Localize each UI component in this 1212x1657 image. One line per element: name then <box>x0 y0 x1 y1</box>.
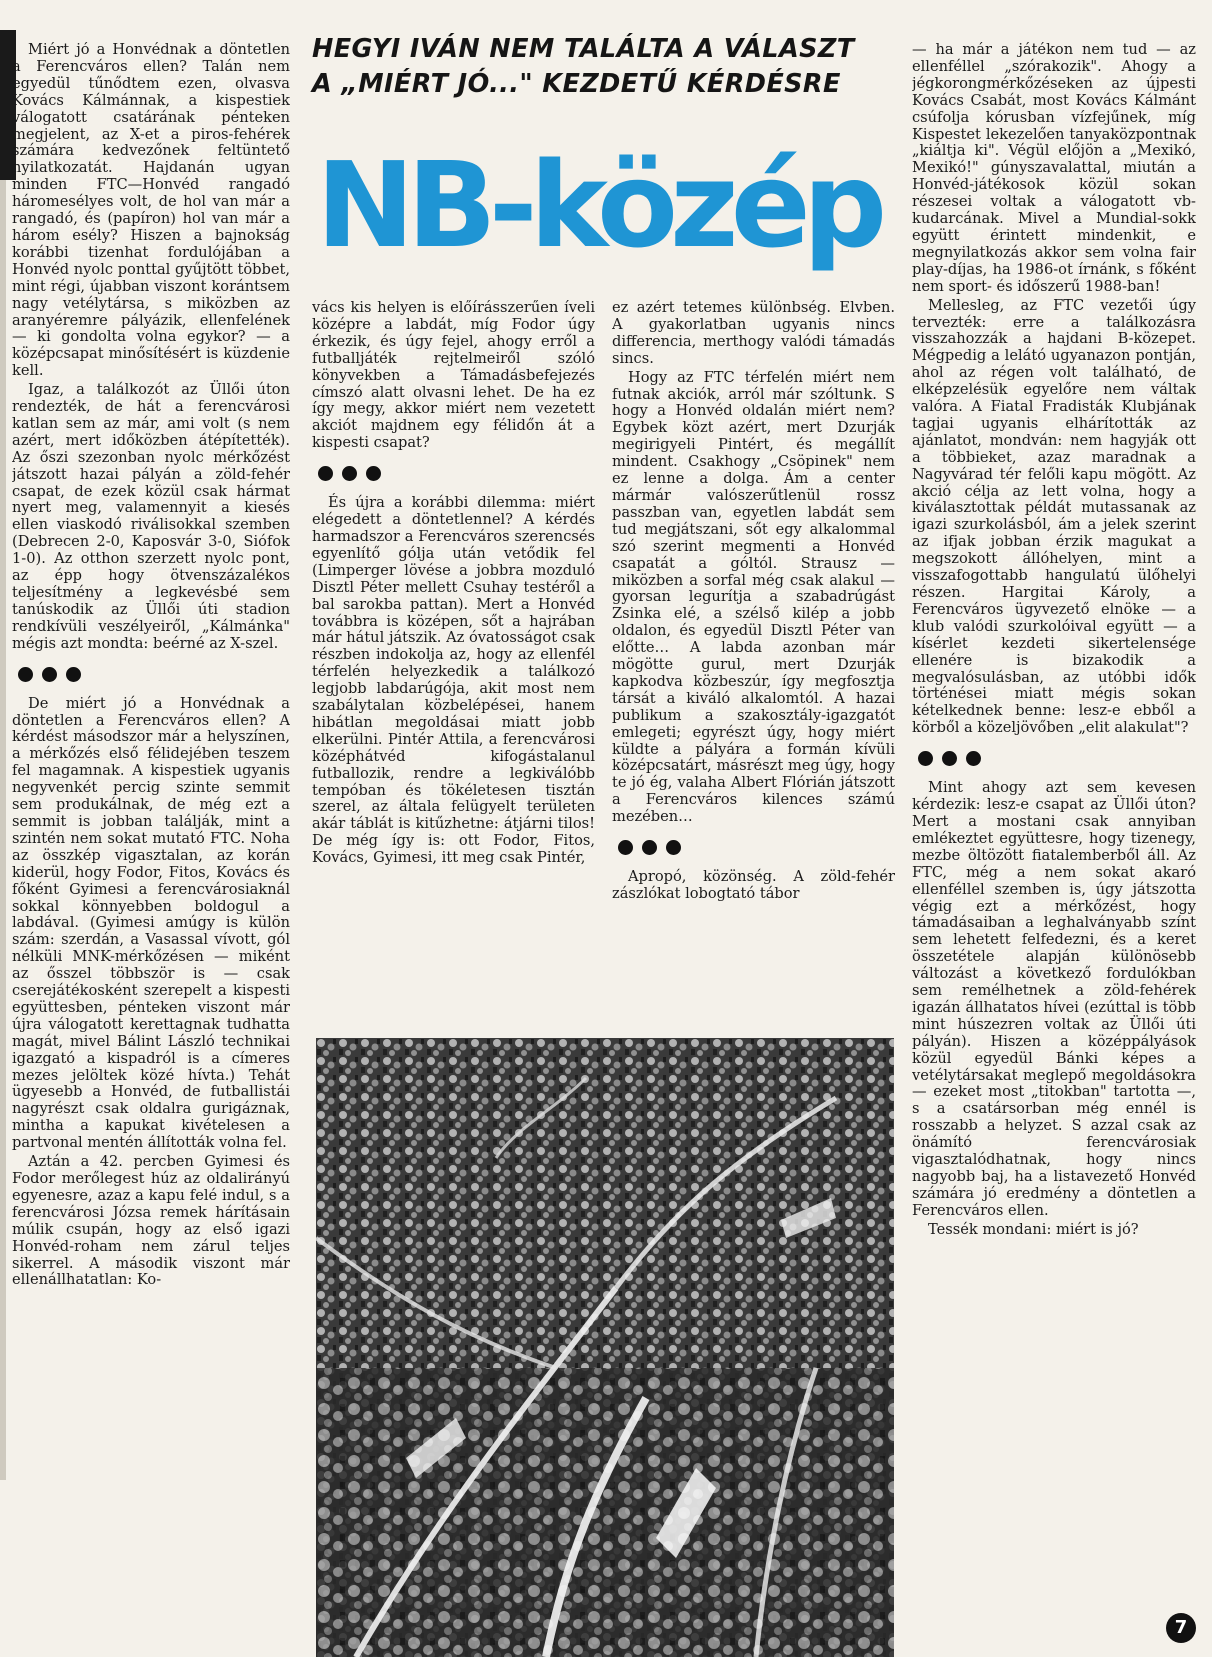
paragraph: De miért jó a Honvédnak a döntetlen a Ferencváros ellen? A kérdést másodszor már a helyszínen, a mérkőzés első félidejében teszem fel magamnak. A kispestiek ugyanis negyvenkét percig szinte semmit sem produkálnak, de még ezt a semmit is jobban találják, mint a szintén nem sokat mutató FTC. Noha az összkép vigasztalan, az korán kiderül, hogy Fodor, Fitos, Kovács és főként Gyimesi a ferencvárosiaknál sokkal könnyebben boldogul a labdával. (Gyimesi amúgy is külön szám: szerdán, a Vasassal vívott, gól nélküli MNK-mérkőzésen — miként az ősszel többször is — csak cserejátékosként szerepelt a kispesti együttesben, pénteken viszont már újra válogatott kerettagnak tudhatta magát, mivel Bálint László technikai igazgató a kispadról is a címeres mezes jelöltek közé hívta.) Tehát ügyesebb a Honvéd, de futballistái nagyrészt csak oldalra gurigáznak, mintha a kapukat kivételesen a partvonal mentén állították volna fel. <box>12 694 290 1152</box>
bullet-dot-icon <box>42 667 57 682</box>
section-divider <box>618 840 895 855</box>
article-column-3 <box>612 300 895 1015</box>
paragraph: Igaz, a találkozót az Üllői úton rendezték, de hát a ferencvárosi katlan sem az már, ami volt (s nem azért, mert időközben átépítették). Az őszi szezonban nyolc mérkőzést játszott hazai pályán a zöld-fehér csapat, de ezek közül csak hármat nyert meg, valamennyit a kiesés ellen viaskodó riválisokkal szemben (Debrecen 2-0, Kaposvár 3-0, Siófok 1-0). Az otthon szerzett nyolc pont, az épp hogy ötvenszázalékos teljesítmény a legkevésbé sem tanúskodik az Üllői úti stadion rendkívüli veszélyeiről, „Kálmánka" mégis azt mondta: beérné az X-szel. <box>12 381 290 652</box>
bullet-dot-icon <box>666 840 681 855</box>
bullet-dot-icon <box>318 466 333 481</box>
article-column-2 <box>312 300 595 1015</box>
paragraph: ez azért tetemes különbség. Elvben. A gyakorlatban ugyanis nincs differencia, merthogy valódi támadás sincs. <box>612 300 895 367</box>
crowd-photo-illustration <box>316 1038 894 1657</box>
article-column-1 <box>12 42 290 1642</box>
bullet-dot-icon <box>618 840 633 855</box>
paragraph: Aztán a 42. percben Gyimesi és Fodor merőlegest húz az oldalirányú egyenesre, azaz a kapu felé indul, s a ferencvárosi Józsa remek hárításain múlik csupán, hogy az első igazi Honvéd-roham nem zárul teljes sikerrel. A második viszont már ellenállhatatlan: Ko- <box>12 1153 290 1289</box>
bullet-dot-icon <box>942 751 957 766</box>
article-column-4 <box>912 42 1196 1632</box>
paragraph: És újra a korábbi dilemma: miért elégedett a döntetlennel? A kérdés harmadszor a Ferencváros szerencsés egyenlítő gólja után vetődik fel (Limperger lövése a jobbra mozduló Disztl Péter mellett Csuhay testéről a bal sarokba pattan). Mert a Honvéd továbbra is középen, sőt a hajrában már hátul játszik. Az óvatosságot csak részben indokolja az, hogy az ellenfél térfelén helyezkedik a találkozó legjobb labdarúgója, akit most nem szabálytalan közbelépései, hanem hibátlan megoldásai miatt jobb elkerülni. Pintér Attila, a ferencvárosi középhátvéd kifogástalanul futballozik, rendre a legkiválóbb tempóban és tökéletesen tisztán szerel, az általa felügyelt területen akár táblát is kitűzhetne: átjárni tilos! De még így is: ott Fodor, Fitos, Kovács, Gyimesi, itt meg csak Pintér, <box>312 494 595 867</box>
bullet-dot-icon <box>966 751 981 766</box>
bullet-dot-icon <box>918 751 933 766</box>
kicker-line-1: HEGYI IVÁN NEM TALÁLTA A VÁLASZT <box>312 34 855 64</box>
paragraph: Tessék mondani: miért is jó? <box>928 1220 1139 1238</box>
article-headline: NB-közép <box>316 136 880 274</box>
article-kicker <box>312 32 892 102</box>
bullet-dot-icon <box>642 840 657 855</box>
bullet-dot-icon <box>66 667 81 682</box>
paragraph: — ha már a játékon nem tud — az ellenféllel „szórakozik". Ahogy a jégkorongmérkőzéseken az újpesti Kovács Csabát, most Kovács Kálmánt csúfolja kórusban vízfejűnek, míg Kispestet lekezelően tanyaközpontnak „kiáltja ki". Végül előjön a „Mexikó, Mexikó!" gúnyszavalattal, miután a Honvéd-játékosok közül sokan részesei voltak a válogatott vb-kudarcának. Mivel a Mundial-sokk együtt érintett mindenkit, e megnyilatkozás akkor sem volna fair play-díjas, ha 1986-ot írnánk, s főként nem sport- és időszerű 1988-ban! <box>912 42 1196 295</box>
paragraph: Miért jó a Honvédnak a döntetlen a Ferencváros ellen? Talán nem egyedül tűnődtem ezen, olvasva Kovács Kálmánnak, a kispestiek válogatott csatárának pénteken megjelent, az X-et a piros-fehérek számára kedvezőnek feltüntető nyilatkozatát. Hajdanán ugyan minden FTC—Honvéd rangadó háromesélyes volt, de hol van már a rangadó, és (papíron) hol van már a három esély? Hiszen a bajnokság korábbi tizenhat fordulójában a Honvéd nyolc ponttal gyűjtött többet, mint régi, újabban viszont korántsem nagy vetélytársa, s miközben az aranyéremre pályázik, ellenfelének — ki gondolta volna egykor? — a középcsapat minősítésért is küzdenie kell. <box>12 42 290 380</box>
section-divider <box>318 466 595 481</box>
paragraph: Mint ahogy azt sem kevesen kérdezik: lesz-e csapat az Üllői úton? Mert a mostani csak annyiban emlékeztet együttesre, hogy tizenegy, mezbe öltözött fiatalemberből áll. Az FTC, még a nem sokat akaró ellenféllel szemben is, úgy játszotta végig ezt a mérkőzést, hogy támadásaiban a leghalványabb színt sem lehetett felfedezni, és a keret összetétele alapján különösebb változást a következő fordulókban sem remélhetnek a zöld-fehérek igazán állhatatos hívei (ezúttal is több mint húszezren voltak az Üllői úti pályán). Hiszen a középpályások közül egyedül Bánki képes a vetélytársakat meglepő megoldásokra — ezeket most „titokban" tartotta —, s a csatársorban még ennél is rosszabb a helyzet. S azzal csak az önámító ferencvárosiak vigasztalódhatnak, hogy nincs nagyobb baj, ha a listavezető Honvéd számára jó eredmény a döntetlen a Ferencváros ellen. <box>912 779 1196 1219</box>
paragraph: Apropó, közönség. A zöld-fehér zászlókat lobogtató tábor <box>612 868 895 902</box>
bullet-dot-icon <box>366 466 381 481</box>
paragraph: vács kis helyen is előírásszerűen íveli középre a labdát, míg Fodor úgy érkezik, és úgy fejel, ahogy erről a futballjáték rejtelmeiről szóló könyvekben a Támadásbefejezés címszó alatt olvasni lehet. De ha ez így megy, akkor miért nem vezetett akciót majdnem egy félidőn át a kispesti csapat? <box>312 300 595 452</box>
paragraph: Hogy az FTC térfelén miért nem futnak akciók, arról már szóltunk. S hogy a Honvéd oldalán miért nem? Egybek közt azért, mert Dzurják megirigyeli Pintért, és megállít mindent. Csakhogy „Csöpinek" nem ez lenne a dolga. Ám a center mármár valószerűtlenül rossz passzban van, egyetlen labdát sem tud megjátszani, sőt egy alkalommal szó szerint megmenti a Honvéd csapatát a góltól. Strausz — miközben a sorfal még csak alakul — gyorsan legurítja a szabadrúgást Zsinka elé, a szélső kilép a jobb oldalon, és egyedül Disztl Péter van előtte… A labda azonban már mögötte gurul, mert Dzurják kapkodva közbeszúr, így megfosztja társát a kiváló alkalomtól. A hazai publikum a szakosztály-igazgatót emlegeti; egyrészt úgy, hogy miért küldte a pályára a formán kívüli középcsatárt, másrészt meg úgy, hogy te jó ég, valaha Albert Flórián játszott a Ferencváros kilences számú mezében… <box>612 368 895 826</box>
bullet-dot-icon <box>18 667 33 682</box>
bullet-dot-icon <box>342 466 357 481</box>
section-divider <box>18 667 290 682</box>
kicker-line-2: A „MIÉRT JÓ..." KEZDETŰ KÉRDÉSRE <box>312 69 841 99</box>
page-number: 7 <box>1166 1613 1196 1643</box>
crowd-photo <box>316 1038 894 1657</box>
paragraph: Mellesleg, az FTC vezetői úgy tervezték: erre a találkozásra visszahozzák a hajdani B-közepet. Mégpedig a lelátó ugyanazon pontján, ahol az régen volt található, de elképzelésük egyelőre nem váltak valóra. A Fiatal Fradisták Klubjának tagjai ugyanis elhárították az ajánlatot, mondván: nem hagyják ott a többieket, azaz maradnak a Nagyvárad tér felőli kapu mögött. Az akció célja az lett volna, hogy a kiválasztottak példát mutassanak az igazi szurkolásból, ám a jelek szerint az ifjak jobban érzik magukat a megszokott állóhelyen, mint a visszafogottabb hangulatú ülőhelyi részen. Hargitai Károly, a Ferencváros ügyvezető elnöke — a klub valódi szurkolóival együtt — a kísérlet kezdeti sikertelensége ellenére is bizakodik a megvalósulásban, az utóbbi idők történései miatt mégis sokan kételkednek benne: lesz-e ebből a körből a közeljövőben „elit alakulat"? <box>912 296 1196 737</box>
section-divider <box>918 751 1196 766</box>
page-edge <box>0 180 6 1480</box>
